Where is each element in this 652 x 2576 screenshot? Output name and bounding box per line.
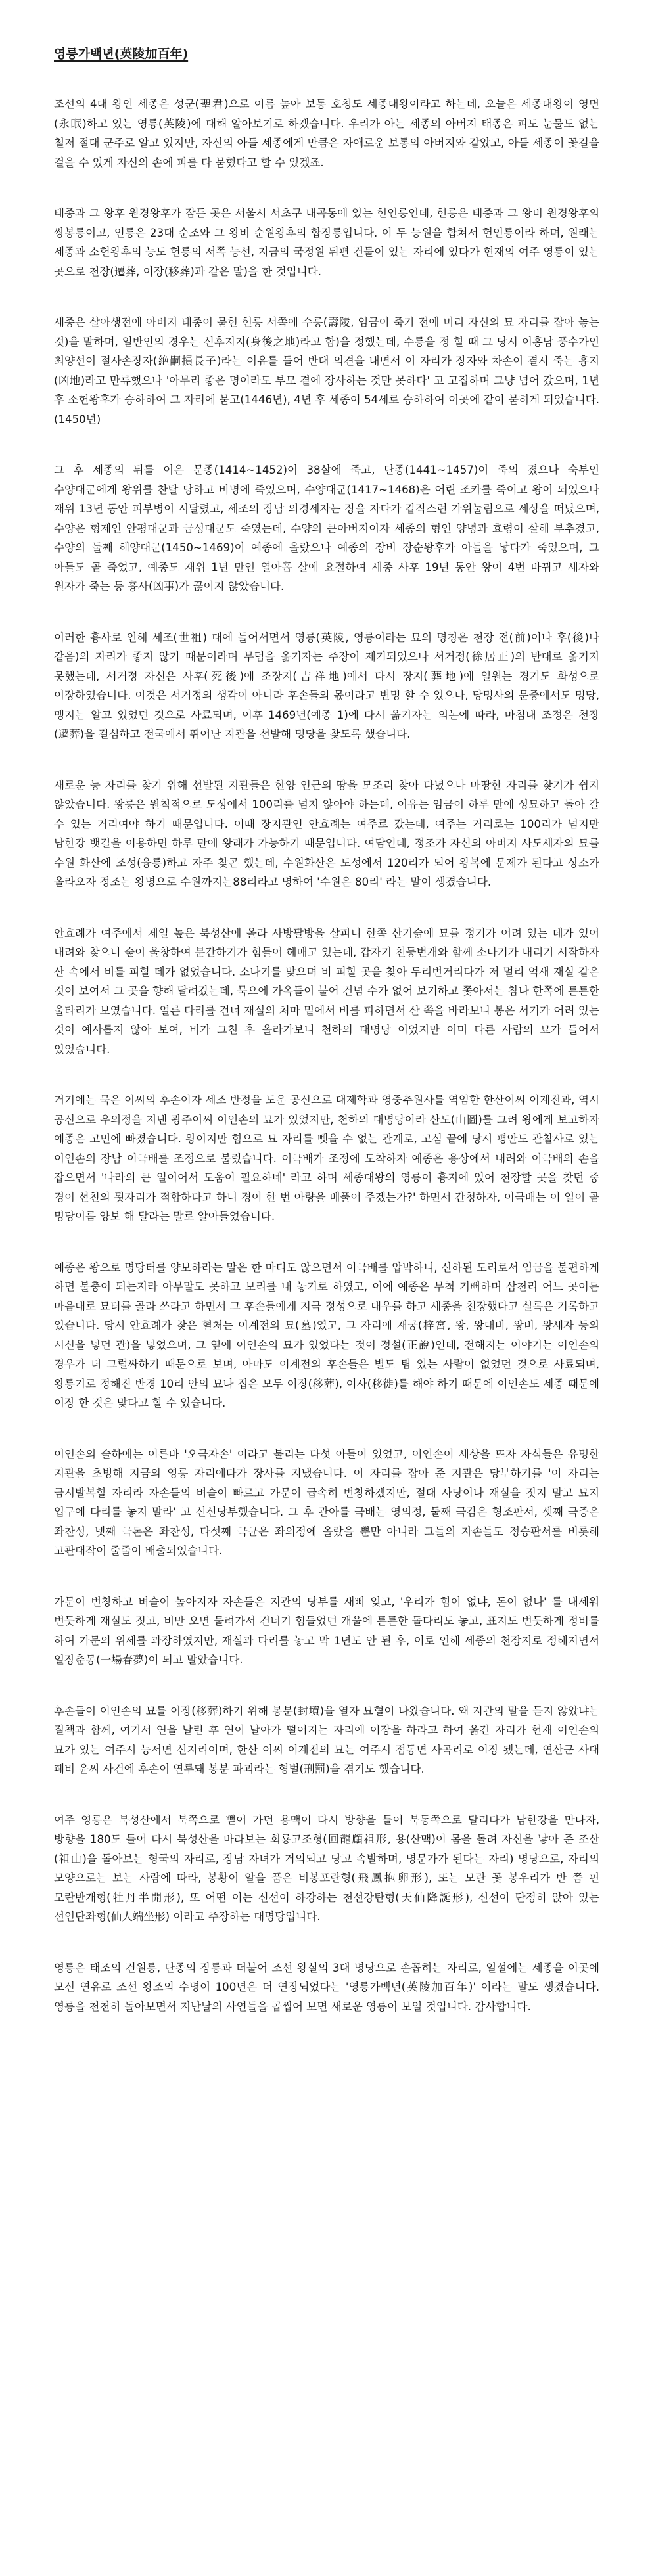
paragraph: 태종과 그 왕후 원경왕후가 잠든 곳은 서울시 서초구 내곡동에 있는 헌인릉인데, 헌릉은 태종과 그 왕비 원경왕후의 쌍봉릉이고, 인릉은 23대 순조와 그 왕비 순원왕후의 합장릉입니다. 이 두 능원을 합쳐서 헌인릉이라 하며, 원래는 세종과 소헌왕후의 능도 헌릉의 서쪽 능선, 지금의 국정원 뒤편 건물이 있는 자리에 있다가 현재의 여주 영릉이 있는 곳으로 천장(遷葬, 이장(移葬)과 같은 말)을 한 것입니다. xyxy=(54,207,599,278)
paragraph: 여주 영릉은 북성산에서 북쪽으로 뻗어 가던 용맥이 다시 방향을 틀어 북동쪽으로 달리다가 남한강을 만나자, 방향을 180도 틀어 다시 북성산을 바라보는 회룡고조형(回龍顧祖形, 용(산맥)이 몸을 돌려 자신을 낳아 준 조산(祖山)을 돌아보는 형국의 자리로, 장남 자녀가 거의되고 당고 속발하며, 명문가가 된다는 자리) 명당으로, 자리의 모양으로는 보는 사람에 따라, 봉황이 알을 품은 비봉포란형(飛鳳抱卵形), 또는 모란 꽃 봉우리가 반 쯤 핀 모란반개형(牡丹半開形), 또 어떤 이는 신선이 하강하는 천선강탄형(天仙降誕形), 신선이 단정히 앉아 있는 선인단좌형(仙人端坐形) 이라고 주장하는 대명당입니다. xyxy=(54,1813,599,1923)
paragraph: 이인손의 술하에는 이른바 '오극자손' 이라고 불리는 다섯 아들이 있었고, 이인손이 세상을 뜨자 자식들은 유명한 지관을 초빙해 지금의 영릉 자리에다가 장사를 지냈습니다. 이 자리를 잡아 준 지관은 당부하기를 '이 자리는 금시발복할 자리라 자손들의 벼슬이 빠르고 가문이 급속히 번창하겠지만, 절대 사당이나 재실을 짓지 말고 묘지 입구에 다리를 놓지 말라' 고 신신당부했습니다. 그 후 관아를 극배는 영의정, 둘째 극감은 형조판서, 셋째 극증은 좌찬성, 넷째 극돈은 좌찬성, 다섯째 극균은 좌의정에 올랐을 뿐만 아니라 그들의 자손들도 정승판서를 비롯해 고관대작이 줄줄이 배출되었습니다. xyxy=(54,1447,599,1557)
paragraph: 예종은 왕으로 명당터를 양보하라는 말은 한 마디도 않으면서 이극배를 압박하니, 신하된 도리로서 임금을 불편하게 하면 불충이 되는지라 아무말도 못하고 보리를 내 놓기로 하였고, 이에 예종은 무척 기뻐하며 삼천리 어느 곳이든 마음대로 묘터를 골라 쓰라고 하면서 그 후손들에게 지극 정성으로 대우를 하고 세종을 천장했다고 실록은 기록하고 있습니다. 당시 안효례가 찾은 혈처는 이계전의 묘(墓)였고, 그 자리에 재궁(梓宮, 왕, 왕대비, 왕비, 왕세자 등의 시신을 넣던 관)을 넣었으며, 그 옆에 이인손의 묘가 있었다는 것이 정설(正說)인데, 전해지는 이야기는 이인손의 경우가 더 그럴싸하기 때문으로 보며, 아마도 이계전의 후손들은 별도 팀 있는 사람이 없었던 것으로 사료되며, 왕릉기로 정해진 반경 10리 안의 묘나 집은 모두 이장(移葬), 이사(移徙)를 해야 하기 때문에 이인손도 세종 때문에 이장 한 것은 맞다고 할 수 있습니다. xyxy=(54,1261,599,1409)
paragraph: 조선의 4대 왕인 세종은 성군(聖君)으로 이름 높아 보통 호칭도 세종대왕이라고 하는데, 오늘은 세종대왕이 영면(永眠)하고 있는 영릉(英陵)에 대해 알아보기로 하겠습니다. 우리가 아는 세종의 아버지 태종은 피도 눈물도 없는 철저 절대 군주로 알고 있지만, 자신의 아들 세종에게 만큼은 자애로운 보통의 아버지와 같았고, 아들 세종이 꽃길을 걸을 수 있게 자신의 손에 피를 다 묻혔다고 할 수 있겠죠. xyxy=(54,98,599,169)
paragraph: 후손들이 이인손의 묘를 이장(移葬)하기 위해 봉분(封墳)을 열자 묘혈이 나왔습니다. 왜 지관의 말을 듣지 않았냐는 질책과 함께, 여기서 연을 날린 후 연이 날아가 떨어지는 자리에 이장을 하라고 하여 옮긴 자리가 현재 이인손의 묘가 있는 여주시 능서면 신지리이며, 한산 이씨 이계전의 묘는 여주시 점동면 사곡리로 이장 됐는데, 연산군 사대 폐비 윤씨 사건에 후손이 연루돼 봉분 파괴라는 형벌(刑罰)을 겪기도 했습니다. xyxy=(54,1704,599,1775)
paragraph: 가문이 번창하고 벼슬이 높아지자 자손들은 지관의 당부를 새삐 잊고, '우리가 힘이 없냐, 돈이 없나' 를 내세워 번듯하게 재실도 짓고, 비만 오면 물려가서 건너기 힘들었던 개울에 튼튼한 돌다리도 놓고, 표지도 번듯하게 정비를 하여 가문의 위세를 과장하였지만, 재실과 다리를 놓고 막 1년도 안 된 후, 이로 인해 세종의 천장지로 정해지면서 일장춘몽(一場春夢)이 되고 말았습니다. xyxy=(54,1595,599,1666)
paragraph: 세종은 살아생전에 아버지 태종이 묻힌 헌릉 서쪽에 수릉(壽陵, 임금이 죽기 전에 미리 자신의 묘 자리를 잡아 놓는 것)을 말하며, 일반인의 경우는 신후지지(身後之地)라고 함)을 정했는데, 수릉을 정 할 때 그 당시 이홍남 풍수가인 최양선이 절사손장자(絶嗣損長子)라는 이유를 들어 반대 의견을 내면서 이 자리가 장자와 차손이 결시 죽는 흉지(凶地)라고 만류했으나 '아무리 좋은 명이라도 부모 곁에 장사하는 것만 못하다' 고 고집하며 그냥 넘어 갔으며, 1년 후 소헌왕후가 승하하여 그 자리에 묻고(1446년), 4년 후 세종이 54세로 승하하여 이곳에 같이 묻히게 되었습니다.(1450년) xyxy=(54,316,599,426)
paragraph: 영릉은 태조의 건원릉, 단종의 장릉과 더불어 조선 왕실의 3대 명당으로 손꼽히는 자리로, 일설에는 세종을 이곳에 모신 연유로 조선 왕조의 수명이 100년은 더 연장되었다는 '영릉가백년(英陵加百年)' 이라는 말도 생겼습니다. 영릉을 천천히 돌아보면서 지난날의 사연들을 곱씹어 보면 새로운 영릉이 보일 것입니다. 감사합니다. xyxy=(54,1961,599,2013)
article-title: 영릉가백년(英陵加百年) xyxy=(54,47,189,61)
paragraph: 안효례가 여주에서 제일 높은 북성산에 올라 사방팔방을 살피니 한쪽 산기슭에 묘를 정기가 어려 있는 데가 있어 내려와 찾으니 숲이 울창하여 분간하기가 힘들어 헤매고 있는데, 갑자기 천둥번개와 함께 소나기가 내리기 시작하자 산 속에서 비를 피할 데가 없었습니다. 소나기를 맞으며 비 피할 곳을 찾아 두리번거리다가 저 멀리 억새 재실 같은 것이 보여서 그 곳을 향해 달려갔는데, 묵으에 가옥들이 붙어 건넘 수가 없어 보기하고 쫓아서는 참나 한쪽에 튼튼한 울타리가 보였습니다. 얼른 다리를 건너 재실의 처마 밑에서 비를 피하면서 산 쪽을 바라보니 봉은 서기가 어려 있는 것이 예사롭지 않아 보여, 비가 그친 후 올라가보니 천하의 대명당 이었지만 이미 다른 사람의 묘가 들어서 있었습니다. xyxy=(54,926,599,1056)
paragraph: 새로운 능 자리를 찾기 위해 선발된 지관들은 한양 인근의 땅을 모조리 찾아 다녔으나 마땅한 자리를 찾기가 쉽지 않았습니다. 왕릉은 원칙적으로 도성에서 100리를 넘지 않아야 하는데, 이유는 임금이 하루 만에 성묘하고 돌아 갈 수 있는 거리여야 하기 때문입니다. 이때 장지관인 안효례는 여주로 갔는데, 여주는 거리로는 100리가 넘지만 남한강 뱃길을 이용하면 하루 만에 왕래가 가능하기 때문입니다. 여담인데, 정조가 자신의 아버지 사도세자의 묘를 수원 화산에 조성(융릉)하고 자주 찾곤 했는데, 수원화산은 도성에서 120리가 되어 왕복에 문제가 된다고 상소가 올라오자 정조는 왕명으로 수원까지는88리라고 명하여 '수원은 80리' 라는 말이 생겼습니다. xyxy=(54,779,599,888)
article-text xyxy=(54,95,599,2016)
paragraph: 그 후 세종의 뒤를 이은 문종(1414~1452)이 38살에 죽고, 단종(1441~1457)이 죽의 졌으나 숙부인 수양대군에게 왕위를 찬탈 당하고 비명에 죽었으며, 수양대군(1417~1468)은 어린 조카를 죽이고 왕이 되었으나 재위 13년 동안 피부병이 시달렸고, 세조의 장남 의경세자는 장을 자다가 갑작스런 가위눌림으로 세상을 떠났으며, 수양은 형제인 안평대군과 금성대군도 죽였는데, 수양의 큰아버지이자 세종의 형인 양녕과 효령이 살해 부추겼고, 수양의 둘째 해양대군(1450~1469)이 예종에 올랐으나 예종의 장비 장순왕후가 아들을 낳다가 죽었으며, 그 아들도 곧 죽었고, 예종도 재위 1년 만인 열아홉 살에 요절하여 세종 사후 19년 동안 왕이 4번 바뀌고 세자와 원자가 죽는 등 흉사(凶事)가 끊이지 않았습니다. xyxy=(54,464,599,593)
paragraph: 이러한 흉사로 인해 세조(世祖) 대에 들어서면서 영릉(英陵, 영릉이라는 묘의 명칭은 천장 전(前)이나 후(後)나 같음)의 자리가 좋지 않기 때문이라며 무덤을 옮기자는 주장이 제기되었으나 서거정(徐居正)의 반대로 옮기지 못했는데, 서거정 자신은 사후(死後)에 조장지(吉祥地)에서 다시 장지(葬地)에 일원는 경기도 화성으로 이장하였습니다. 이것은 서거정의 생각이 아니라 후손들의 몫이라고 변명 할 수 있으나, 당명사의 문중에서도 명당, 맹지는 알고 있었던 것으로 사료되며, 이후 1469년(예종 1)에 다시 옮기자는 의논에 따라, 마침내 조정은 천장(遷葬)을 결심하고 전국에서 뛰어난 지관을 선발해 명당을 찾도록 했습니다. xyxy=(54,631,599,740)
paragraph: 거기에는 묵은 이씨의 후손이자 세조 반정을 도운 공신으로 대제학과 영중추원사를 역임한 한산이씨 이계전과, 역시 공신으로 우의정을 지낸 광주이씨 이인손의 묘가 있었지만, 천하의 대명당이라 산도(山圖)를 그려 왕에게 보고하자 예종은 고민에 빠졌습니다. 왕이지만 힘으로 묘 자리를 뺏을 수 없는 관계로, 고심 끝에 당시 평안도 관찰사로 있는 이인손의 장남 이극배를 조정으로 불렀습니다. 이극배가 조정에 도착하자 예종은 용상에서 내려와 이극배의 손을 잡으면서 '나라의 큰 일이어서 도움이 필요하네' 라고 하며 세종대왕의 영릉이 흉지에 있어 천장할 곳을 찾던 중 경이 선친의 묏자리가 적합하다고 하니 경이 한 번 아량을 베풀어 주겠는가?' 하면서 간청하자, 이극배는 이 일이 곧 명당이름 양보 해 달라는 말로 알아들었습니다. xyxy=(54,1094,599,1223)
